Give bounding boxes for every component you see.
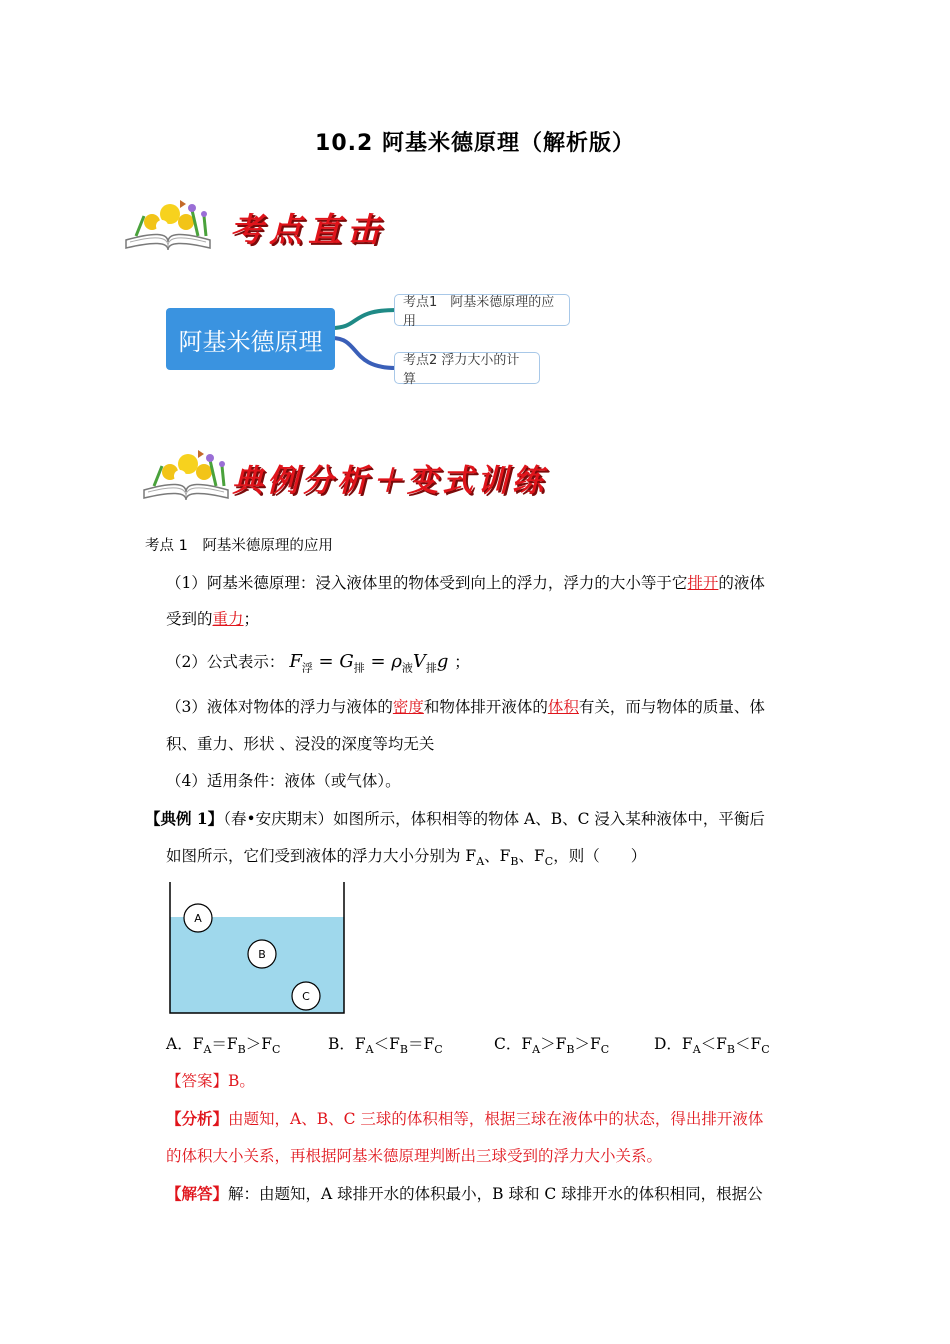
example-question-cont: 如图所示，它们受到液体的浮力大小分别为 $F_A$、$F_B$、$F_C$，则（ ） xyxy=(166,847,647,869)
ball-c xyxy=(292,982,320,1010)
option-a[interactable]: A．$F_A=F_B>F_C$ xyxy=(166,1035,281,1057)
svg-text:A: A xyxy=(194,912,202,925)
svg-text:B: B xyxy=(258,948,266,961)
option-d[interactable]: D．$F_A<F_B<F_C$ xyxy=(654,1035,770,1057)
solution-line: 【解答】解：由题知，A 球排开水的体积最小，B 球和 C 球排开水的体积相同，根据公 xyxy=(166,1184,763,1203)
formula: $F_浮 = G_排 = \rho_液V_排g$ xyxy=(289,651,449,675)
paragraph-factors: （3）液体对物体的浮力与液体的密度和物体排开液体的体积有关，而与物体的质量、体 xyxy=(166,698,765,716)
paragraph-formula: （2）公式表示： $F_浮 = G_排 = \rho_液V_排g$ ； xyxy=(166,651,470,675)
option-c[interactable]: C．$F_A>F_B>F_C$ xyxy=(494,1035,610,1057)
paragraph-principle-cont: 受到的重力； xyxy=(166,610,260,628)
answer-line: 【答案】B。 xyxy=(166,1072,255,1090)
banner-examples: 典例分析＋变式训练 xyxy=(232,463,547,499)
paragraph-factors-cont: 积、重力、形状 、浸没的深度等均无关 xyxy=(166,735,435,753)
mindmap-root: 阿基米德原理 xyxy=(166,308,335,370)
analysis-line-1: 【分析】由题知，A、B、C 三球的体积相等，根据三球在液体中的状态，得出排开液体 xyxy=(166,1109,764,1128)
example-question: 【典例 1】（春•安庆期末）如图所示，体积相等的物体 A、B、C 浸入某种液体中，平衡后 xyxy=(145,809,765,828)
page-title: 10.2 阿基米德原理（解析版） xyxy=(315,131,635,156)
ball-b xyxy=(248,940,276,968)
section-heading: 考点 1 阿基米德原理的应用 xyxy=(145,538,333,554)
paragraph-principle: （1）阿基米德原理：浸入液体里的物体受到向上的浮力，浮力的大小等于它排开的液体 xyxy=(166,574,765,592)
banner-key-points: 考点直击 xyxy=(230,210,386,249)
book-flowers-icon xyxy=(122,196,214,252)
ball-a xyxy=(184,904,212,932)
beaker-figure xyxy=(166,880,348,1016)
mindmap-node-2: 考点2 浮力大小的计算 xyxy=(394,352,540,384)
svg-text:C: C xyxy=(302,990,310,1003)
analysis-line-2: 的体积大小关系，再根据阿基米德原理判断出三球受到的浮力大小关系。 xyxy=(166,1147,663,1165)
mindmap-node-1: 考点1 阿基米德原理的应用 xyxy=(394,294,570,326)
mindmap-connectors xyxy=(330,296,400,376)
option-b[interactable]: B．$F_A<F_B=F_C$ xyxy=(328,1035,443,1057)
book-flowers-icon xyxy=(140,446,232,502)
paragraph-conditions: （4）适用条件：液体（或气体）。 xyxy=(166,772,401,790)
